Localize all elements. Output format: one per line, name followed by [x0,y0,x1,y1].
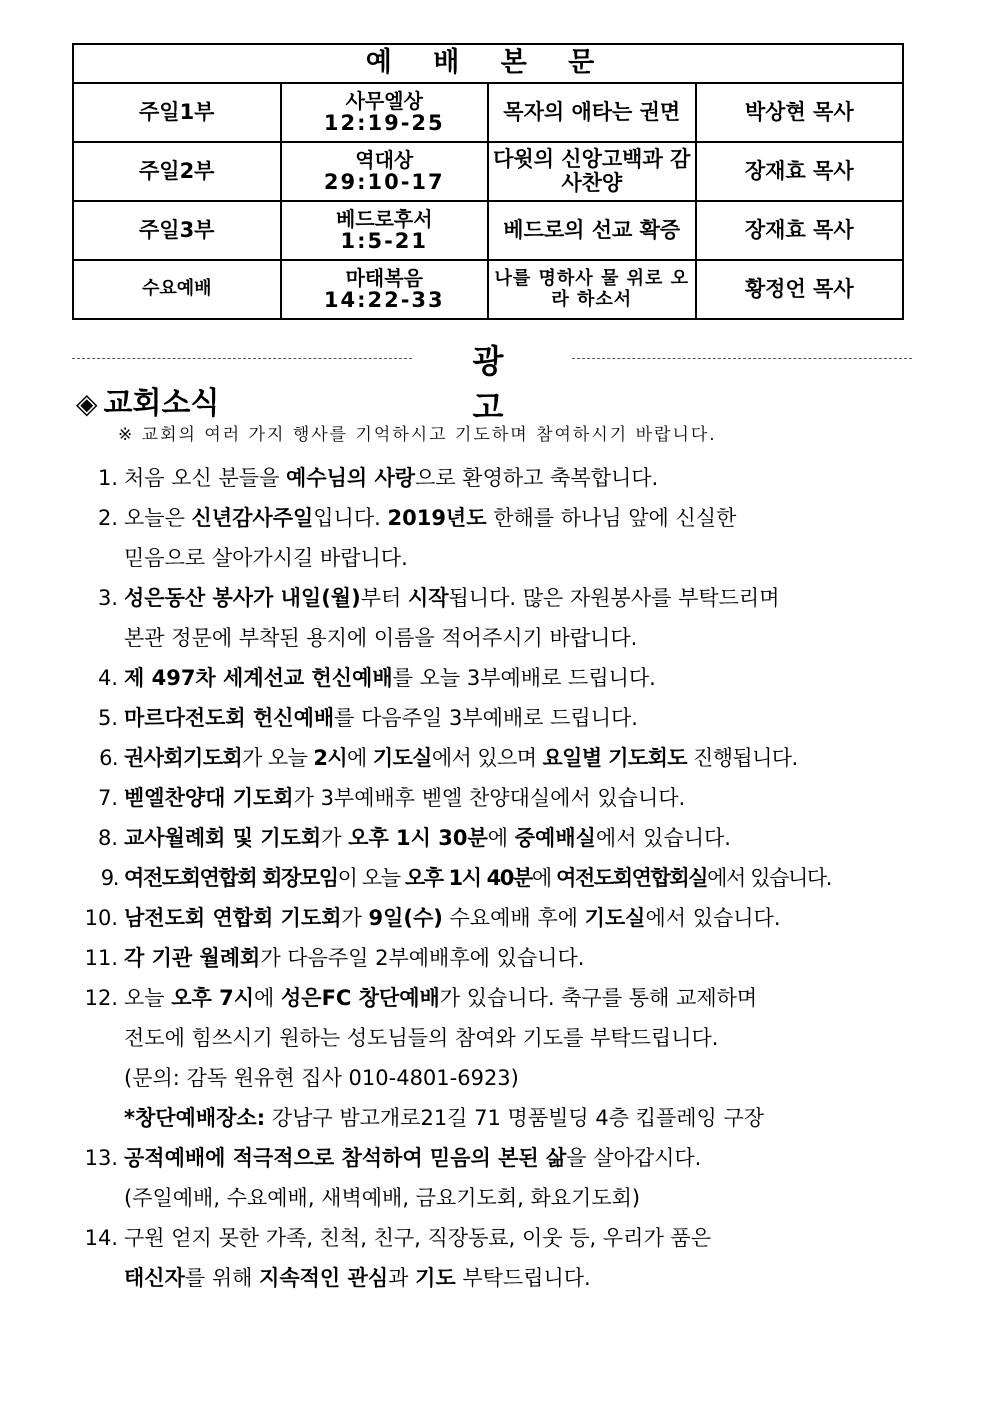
item-number: 6. [99,746,118,770]
text-segment: 수요예배 후에 [442,906,585,930]
emphasis-segment: 성은FC 창단예배 [281,986,440,1010]
emphasis-segment: 기도실 [372,746,432,770]
preacher-name: 황정언 목사 [696,260,904,319]
text-segment: 에 [347,746,373,770]
preacher-name: 장재효 목사 [696,142,904,201]
announcement-item [68,858,928,898]
text-segment: 에 [254,986,281,1010]
item-text [124,746,798,770]
text-segment: 가 다음주일 2부예배후에 있습니다. [260,946,585,970]
text-segment: 과 [388,1266,416,1290]
worship-row [73,83,903,142]
item-number: 1. [97,466,118,490]
item-continuation: 믿음으로 살아가시길 바랍니다. [124,546,408,570]
text-segment: 에서 있습니다. [645,906,781,930]
emphasis-segment: 각 기관 월례회 [124,946,261,970]
item-continuation [124,1258,928,1298]
emphasis-segment: 남전도회 연합회 기도회 [124,906,342,930]
item-text [124,506,736,530]
text-segment: 오늘은 [124,506,192,530]
text-segment: 부탁드립니다. [455,1266,591,1290]
sermon-title: 나를 명하사 물 위로 오라 하소서 [488,260,696,319]
announcement-item [68,938,928,978]
item-text [124,466,658,490]
announcement-item [68,818,928,858]
service-name: 수요예배 [73,260,281,319]
item-number: 10. [84,906,118,930]
announcement-item [68,978,928,1138]
text-segment: 에 [531,866,557,890]
text-segment: 가 오늘 [242,746,314,770]
emphasis-segment: 제 497차 세계선교 헌신예배 [124,666,393,690]
emphasis-segment: 여전도회연합회 회장모임 [124,866,338,890]
text-segment: 에서 있습니다. [707,866,832,890]
text-segment: 를 다음주일 3부예배로 드립니다. [334,706,638,730]
emphasis-segment: 중예배실 [514,826,596,850]
scripture-reference [281,83,489,142]
item-number: 12. [84,986,118,1010]
scripture-reference [281,260,489,319]
scripture-book: 역대상 [355,147,414,172]
text-segment: 강남구 밤고개로21길 71 명품빌딩 4층 킵플레잉 구장 [265,1106,765,1130]
scripture-book: 마태복음 [345,265,423,290]
item-number: 13. [84,1146,118,1170]
item-text [124,866,831,890]
scripture-verse: 1:5-21 [340,228,429,253]
divider-line-right [572,358,912,359]
emphasis-segment: 공적예배에 적극적으로 참석하여 믿음의 본된 삶 [124,1146,567,1170]
emphasis-segment: 여전도회연합회실 [556,866,708,890]
service-name: 주일3부 [73,201,281,260]
announcement-item [68,458,928,498]
emphasis-segment: 오후 1시 40분 [404,866,532,890]
announcement-item [68,578,928,658]
diamond-icon: ◈ [76,387,98,420]
worship-row [73,142,903,201]
scripture-book: 베드로후서 [335,206,433,231]
item-text [124,706,638,730]
emphasis-segment: 기도 [415,1266,456,1290]
emphasis-segment: 시작 [407,586,449,610]
announcements-title: 광 고 [472,342,532,426]
item-continuation: 전도에 힘쓰시기 원하는 성도님들의 참여와 기도를 부탁드립니다. [124,1026,719,1050]
service-name: 주일1부 [73,83,281,142]
emphasis-segment: *창단예배장소: [124,1106,266,1130]
announcement-item [68,778,928,818]
item-number: 7. [97,786,118,810]
text-segment: 처음 오신 분들을 [124,466,287,490]
item-text [124,666,656,690]
item-text [124,906,781,930]
item-number: 4. [97,666,118,690]
text-segment: 부터 [360,586,408,610]
item-number: 3. [97,586,118,610]
announcement-item [68,498,928,578]
sermon-title: 베드로의 선교 확증 [488,201,696,260]
announcement-item [68,1218,928,1298]
item-continuation: 본관 정문에 부착된 용지에 이름을 적어주시기 바랍니다. [124,626,638,650]
text-segment: 됩니다. 많은 자원봉사를 부탁드리며 [448,586,780,610]
scripture-verse: 14:22-33 [323,287,445,312]
announcement-item [68,1138,928,1218]
item-continuation: (주일예배, 수요예배, 새벽예배, 금요기도회, 화요기도회) [124,1186,641,1210]
church-news-note: ※ 교회의 여러 가지 행사를 기억하시고 기도하며 참여하시기 바랍니다. [118,425,717,445]
emphasis-segment: 지속적인 관심 [259,1266,389,1290]
scripture-reference [281,142,489,201]
item-text: 구원 얻지 못한 가족, 친척, 친구, 직장동료, 이웃 등, 우리가 품은 [124,1226,711,1250]
announcement-list [68,458,928,1298]
text-segment: 으로 환영하고 축복합니다. [415,466,659,490]
preacher-name: 박상현 목사 [696,83,904,142]
item-contact: (문의: 감독 원유현 집사 010-4801-6923) [124,1066,519,1090]
text-segment: 을 살아갑시다. [566,1146,702,1170]
scripture-verse: 12:19-25 [323,110,445,135]
sermon-title: 다윗의 신앙고백과 감사찬양 [488,142,696,201]
emphasis-segment: 2019년도 [387,506,487,530]
scripture-book: 사무엘상 [345,88,423,113]
item-number: 9. [100,866,118,890]
emphasis-segment: 오후 7시 [171,986,255,1010]
emphasis-segment: 벧엘찬양대 기도회 [124,786,294,810]
emphasis-segment: 성은동산 봉사가 내일(월) [124,586,361,610]
text-segment: 가 [321,826,349,850]
announcement-item [68,698,928,738]
emphasis-segment: 2시 [313,746,348,770]
text-segment: 입니다. [313,506,388,530]
text-segment: 를 위해 [184,1266,260,1290]
emphasis-segment: 오후 1시 30분 [348,826,488,850]
emphasis-segment: 권사회기도회 [124,746,243,770]
item-number: 14. [84,1226,118,1250]
worship-row [73,201,903,260]
text-segment: 한해를 하나님 앞에 신실한 [486,506,737,530]
divider-line-left [72,358,412,359]
text-segment: 를 오늘 3부예배로 드립니다. [392,666,656,690]
announcement-item [68,898,928,938]
item-number: 2. [97,506,118,530]
text-segment: 오늘 [124,986,172,1010]
emphasis-segment: 예수님의 사랑 [286,466,416,490]
preacher-name: 장재효 목사 [696,201,904,260]
item-text [124,826,731,850]
text-segment: 가 3부예배후 벧엘 찬양대실에서 있습니다. [293,786,686,810]
emphasis-segment: 요일별 기도회도 [542,746,687,770]
item-text [124,946,584,970]
worship-table-title: 예 배 본 문 [73,44,903,83]
emphasis-segment: 태신자 [124,1266,185,1290]
emphasis-segment: 기도실 [584,906,646,930]
item-number: 5. [97,706,118,730]
scripture-verse: 29:10-17 [323,169,445,194]
sermon-title: 목자의 애타는 권면 [488,83,696,142]
emphasis-segment: 신년감사주일 [191,506,314,530]
emphasis-segment: 마르다전도회 헌신예배 [124,706,335,730]
emphasis-segment: 교사월례회 및 기도회 [124,826,322,850]
item-number: 8. [97,826,118,850]
item-text [124,786,685,810]
text-segment: 에서 있습니다. [595,826,731,850]
text-segment: 가 [341,906,369,930]
service-name: 주일2부 [73,142,281,201]
text-segment: 진행됩니다. [686,746,798,770]
item-text [124,986,757,1010]
text-segment: 이 오늘 [337,866,405,890]
text-segment: 에 [487,826,515,850]
item-text [124,1146,701,1170]
worship-scripture-table [72,43,904,320]
worship-row [73,260,903,319]
scripture-reference [281,201,489,260]
text-segment: 가 있습니다. 축구를 통해 교제하며 [439,986,758,1010]
item-number: 11. [84,946,118,970]
church-news-heading [76,378,219,422]
text-segment: 에서 있으며 [431,746,543,770]
announcement-item [68,738,928,778]
announcement-item [68,658,928,698]
item-venue [124,1098,928,1138]
item-text [124,586,780,610]
emphasis-segment: 9일(수) [368,906,443,930]
church-news-title: 교회소식 [103,386,220,421]
